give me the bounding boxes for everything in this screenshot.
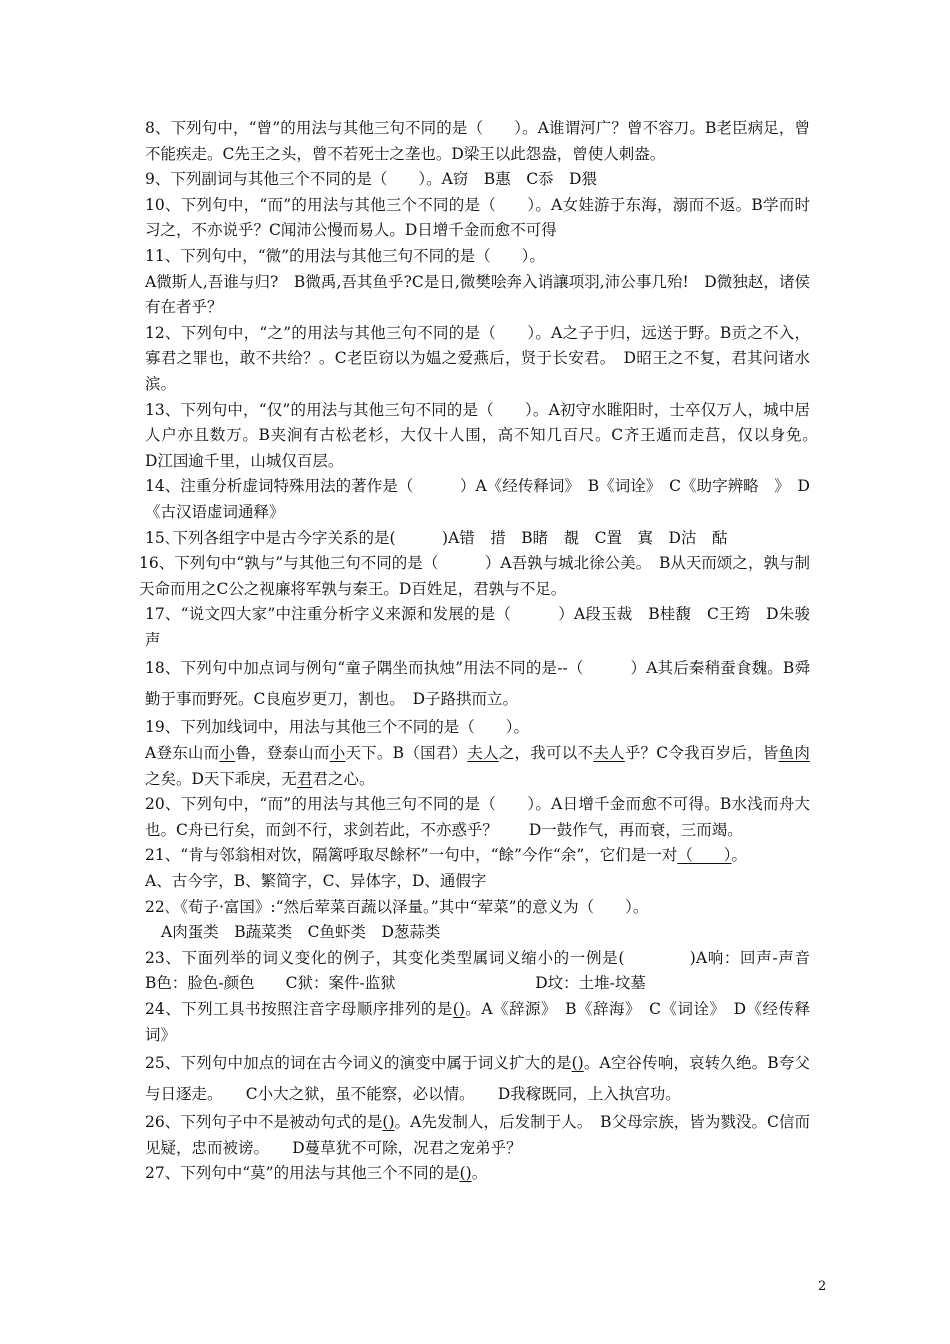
- question-12: 12、下列句中，“之”的用法与其他三句不同的是（ ）。A之子于归，远送于野。B贡之不入，寡君之罪也，敢不共给？。C老臣窃以为媪之爱燕后，贤于长安君。 D昭王之不复，君其问诸水滨。: [145, 323, 810, 393]
- question-13: 13、下列句中，“仅”的用法与其他三句不同的是（ ）。A初守水睢阳时，士卒仅万人，城中居人户亦且数万。B夹涧有古松老杉，大仅十人围，高不知几百尺。C齐王遁而走莒，仅以身免。 D江国逾千里，山城仅百层。: [145, 400, 842, 470]
- page-number: 2: [818, 1279, 827, 1294]
- answer-blank: (): [452, 1000, 465, 1018]
- question-list: [139, 116, 842, 1187]
- question-25: [145, 1048, 810, 1110]
- question-14: 14、注重分析虚词特殊用法的著作是（ ）A《经传释词》 B《词诠》 C《助字辨略 》 D《古汉语虚词通释》: [145, 477, 810, 521]
- answer-blank: (): [571, 1054, 584, 1073]
- q19-underlined-word: 君: [296, 769, 313, 788]
- question-23: 23、下面列举的词义变化的例子，其变化类型属词义缩小的一例是( )A响：回声-声音 B色：脸色-颜色 C狱：案件-监狱 D坟：土堆-坟墓: [145, 948, 842, 993]
- question-19: 19、下列加线词中，用法与其他三个不同的是（ ）。: [145, 718, 529, 737]
- answer-blank: （ ）: [677, 846, 732, 865]
- question-11-options: A微斯人,吾谁与归? B微禹,吾其鱼乎?C是日,微樊哙奔入诮讓项羽,沛公事几殆! D微独赵，诸侯有在者乎？: [145, 272, 810, 317]
- question-27: [145, 1161, 810, 1187]
- question-21: [145, 843, 810, 869]
- q21-text: 21、“肯与邻翁相对饮，隔篱呼取尽餘杯”一句中，“餘”今作“余”，它们是一对: [145, 846, 678, 865]
- q19-underlined-word: 夫人: [593, 744, 625, 763]
- q19-underlined-word: 夫人: [467, 744, 499, 763]
- answer-blank: (): [459, 1164, 472, 1183]
- question-26: [145, 1110, 810, 1161]
- q25-text: 25、下列句中加点的词在古今词义的演变中属于词义扩大的是: [145, 1054, 572, 1073]
- question-11: 11、下列句中，“微”的用法与其他三句不同的是（ ）。: [145, 246, 545, 265]
- question-24: [145, 997, 810, 1048]
- q19-text: 之，我可以不: [498, 744, 594, 763]
- q19-text: 之矣。D天下乖戾，无: [145, 769, 297, 788]
- q24-text: 24、下列工具书按照注音字母顺序排列的是: [145, 1000, 453, 1018]
- q19-text: A登东山而: [145, 744, 220, 763]
- q26-text: 。A先发制人，后发制于人。 B父母宗族，皆为戮没。C信而见疑，忠而被谤。 D蔓草犹不可除，况君之宠弟乎？: [145, 1113, 810, 1157]
- question-18: 18、下列句中加点词与例句“童子隅坐而执烛”用法不同的是--（ ）A其后秦稍蚕食魏。B舜勤于事而野死。C良庖岁更刀，割也。 D子路拱而立。: [145, 659, 810, 709]
- question-22: 22､《荀子·富国》:“然后荤菜百蔬以泽量。”其中“荤菜”的意义为（ ）。: [145, 897, 649, 916]
- question-19-options: [145, 741, 810, 792]
- question-8: 8、下列句中，“曾”的用法与其他三句不同的是（ ）。A谁谓河广？曾不容刀。B老臣病足，曾不能疾走。C先王之头，曾不若死士之垄也。D梁王以此怨盎，曾使人刺盎。: [145, 119, 810, 163]
- question-10: 10、下列句中，“而”的用法与其他三个不同的是（ ）。A女娃游于东海，溺而不返。B学而时习之，不亦说乎？C闻沛公慢而易人。D日增千金而愈不可得: [145, 195, 810, 240]
- q25-text: 。A空谷传响，哀转久绝。B夸父与日逐走。 C小大之狱，虽不能察，必以情。 D我稼既同，上入执宫功。: [145, 1054, 810, 1104]
- question-20: 20、下列句中，“而”的用法与其他三句不同的是（ ）。A日增千金而愈不可得。B水浅而舟大也。C舟已行矣，而剑不行，求剑若此，不亦惑乎？ D一鼓作气，再而衰，三而竭。: [145, 795, 810, 839]
- q19-text: 天下。B（国君）: [345, 744, 468, 763]
- q27-text: 。: [471, 1164, 488, 1183]
- q27-text: 27、下列句中“莫”的用法与其他三个不同的是: [145, 1164, 460, 1183]
- q19-text: 乎？C令我百岁后，皆: [624, 744, 779, 763]
- q19-underlined-word: 鱼肉: [778, 744, 810, 763]
- q24-text: 。A《辞源》 B《辞海》 C《词诠》 D《经传释词》: [145, 1000, 810, 1044]
- q19-text: 君之心。: [312, 769, 375, 788]
- question-9: 9、下列副词与其他三个不同的是（ ）。A窃 B惠 C忝 D猥: [145, 170, 597, 189]
- question-15: 15､下列各组字中是古今字关系的是( )A错 措 B睹 覩 C置 寘 D沽 酤: [145, 528, 728, 547]
- question-16: 16、下列句中“孰与”与其他三句不同的是（ ）A吾孰与城北徐公美。 B从天而颂之，孰与制天命而用之C公之视廉将军孰与秦王。D百姓足，君孰与不足。: [139, 554, 810, 598]
- question-22-options: A肉蛋类 B蔬菜类 C鱼虾类 D葱蒜类: [161, 923, 441, 942]
- q19-text: 鲁，登泰山而: [235, 744, 330, 763]
- q26-text: 26、下列句子中不是被动句式的是: [145, 1113, 383, 1132]
- q19-underlined-word: 小: [219, 744, 236, 763]
- answer-blank: (): [382, 1113, 395, 1132]
- question-21-options: A、古今字，B、繁简字，C、异体字，D、通假字: [145, 872, 487, 891]
- q21-text: 。: [731, 846, 748, 865]
- question-17: 17、“说文四大家”中注重分析字义来源和发展的是（ ）A段玉裁 B桂馥 C王筠 D朱骏声: [145, 605, 810, 649]
- q19-underlined-word: 小: [329, 744, 346, 763]
